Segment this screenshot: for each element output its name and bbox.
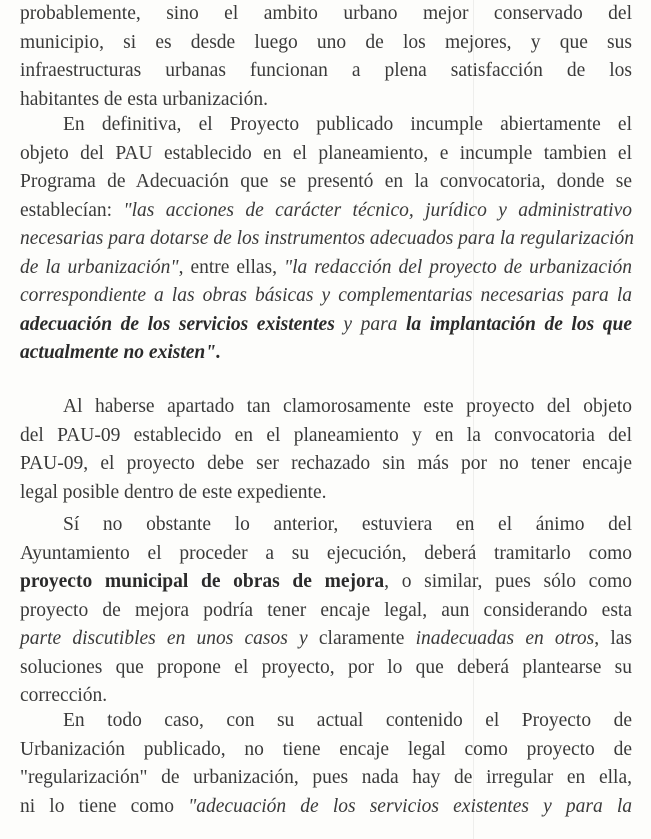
text-run: legal posible dentro de este expediente. <box>20 481 327 503</box>
text-line <box>20 540 632 569</box>
text-run: establecían: <box>20 199 124 221</box>
bold-text-run: proyecto municipal de obras de mejora <box>20 571 385 592</box>
bold-text-run: la implantación de los que <box>405 313 632 335</box>
paragraph <box>20 111 635 368</box>
text-run: soluciones que propone el proyecto, por lo que deberá plantearse su <box>20 656 632 678</box>
bold-text-run: actualmente no existen". <box>20 342 221 363</box>
text-run: objeto del PAU establecido en el planeamiento, e incumple tambien el <box>20 142 632 164</box>
text-run: corrección. <box>20 685 108 706</box>
text-line <box>20 57 632 86</box>
text-line <box>20 0 632 29</box>
text-run: claramente <box>318 628 416 649</box>
text-line <box>20 736 632 765</box>
text-line <box>20 479 632 508</box>
text-line <box>20 625 632 654</box>
text-line <box>20 282 632 311</box>
text-run: Al haberse apartado tan clamorosamente este proyecto del objeto <box>63 396 632 417</box>
text-line <box>20 764 632 793</box>
italic-text-run: de la urbanización" <box>20 256 179 278</box>
text-run: del PAU-09 establecido en el planeamiento y en la convocatoria del <box>20 424 632 446</box>
text-line <box>20 29 632 58</box>
paragraph <box>20 393 632 507</box>
text-run: En definitiva, el Proyecto publicado incumple abiertamente el <box>63 114 632 135</box>
text-line <box>20 707 632 736</box>
text-run: habitantes de esta urbanización. <box>20 88 268 110</box>
text-run: Ayuntamiento el proceder a su ejecución, deberá tramitarlo como <box>20 542 632 564</box>
text-line <box>20 254 632 283</box>
text-run: , entre ellas, <box>178 256 284 278</box>
text-run: En todo caso, con su actual contenido el Proyecto de <box>63 710 632 731</box>
text-run: Programa de Adecuación que se presentó en la convocatoria, donde se <box>20 171 632 192</box>
text-run: ni lo tiene como <box>20 795 189 817</box>
text-run: proyecto de mejora podría tener encaje legal, aun considerando esta <box>20 599 632 621</box>
italic-text-run: parte discutibles en unos casos y <box>20 628 319 649</box>
italic-text-run: "la redacción del proyecto de urbanización <box>283 256 632 278</box>
text-line <box>20 393 632 422</box>
text-line <box>20 86 632 115</box>
text-line <box>20 339 632 368</box>
text-run: infraestructuras urbanas funcionan a plena satisfacción de los <box>20 60 632 81</box>
italic-text-run: "adecuación de los servicios existentes y para la <box>188 795 632 817</box>
text-line <box>20 225 635 254</box>
paragraph <box>20 0 632 114</box>
text-line <box>20 511 632 540</box>
text-line <box>20 140 632 169</box>
text-run: , las <box>594 628 632 649</box>
text-run: probablemente, sino el ambito urbano mejor conservado del <box>20 3 632 24</box>
italic-text-run: inadecuadas en otros <box>415 628 595 649</box>
text-line <box>20 168 632 197</box>
paragraph <box>20 707 632 821</box>
text-line <box>20 793 632 822</box>
text-run: municipio, si es desde luego uno de los mejores, y que sus <box>20 31 632 53</box>
italic-text-run: "las acciones de carácter técnico, jurídico y administrativo <box>123 199 632 221</box>
text-line <box>20 568 632 597</box>
bold-text-run: adecuación de los servicios existentes <box>20 313 335 335</box>
text-run: Urbanización publicado, no tiene encaje legal como proyecto de <box>20 738 632 760</box>
paragraph <box>20 511 632 711</box>
text-run: PAU-09, el proyecto debe ser rechazado sin más por no tener encaje <box>20 453 632 474</box>
text-line <box>20 654 632 683</box>
text-line <box>20 111 632 140</box>
text-run: "regularización" de urbanización, pues nada hay de irregular en ella, <box>20 767 632 788</box>
italic-text-run: necesarias para dotarse de los instrumentos adecuados para la regularización <box>20 228 635 249</box>
text-line <box>20 422 632 451</box>
italic-text-run: correspondiente a las obras básicas y complementarias necesarias para la <box>20 285 632 306</box>
italic-text-run: y para <box>334 313 406 335</box>
text-run: Sí no obstante lo anterior, estuviera en el ánimo del <box>63 514 632 535</box>
text-run: , o similar, pues sólo como <box>384 571 633 592</box>
text-line <box>20 311 632 340</box>
text-line <box>20 450 632 479</box>
text-line <box>20 597 632 626</box>
text-line <box>20 197 632 226</box>
